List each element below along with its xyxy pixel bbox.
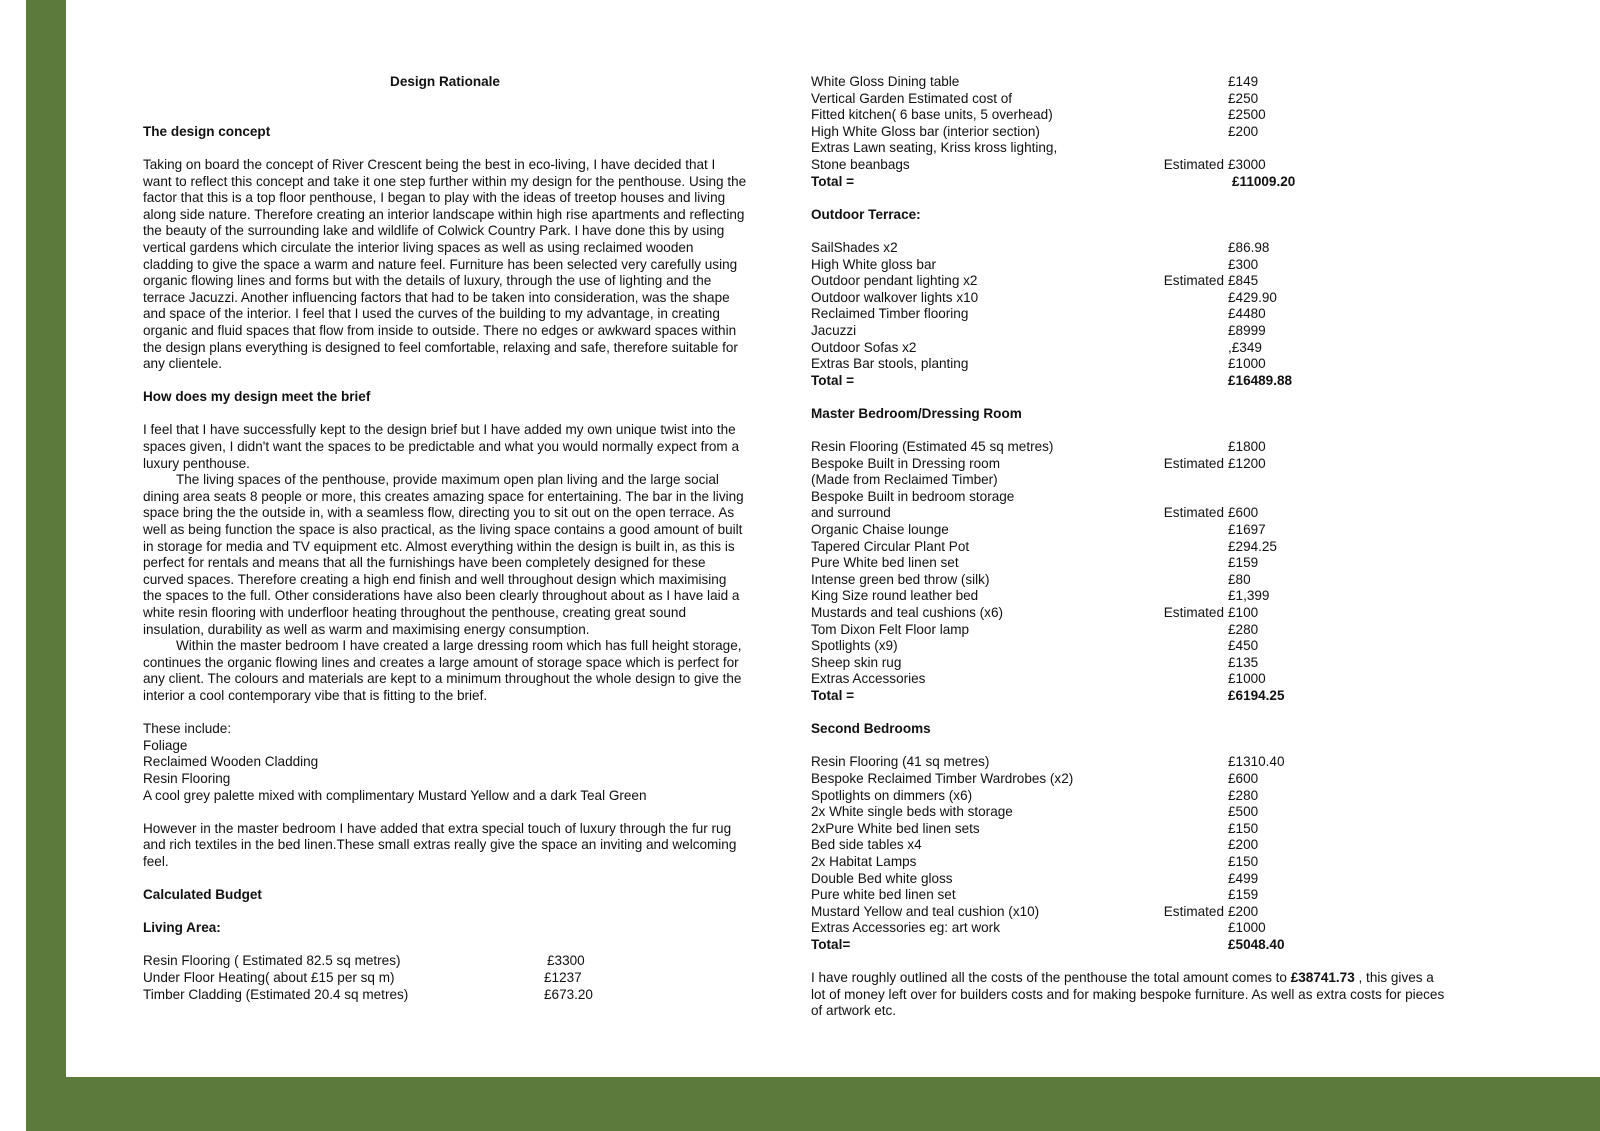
list-item: A cool grey palette mixed with complimentary Mustard Yellow and a dark Teal Green [143, 787, 647, 803]
estimate-note [1151, 638, 1228, 655]
budget-row [811, 472, 1451, 489]
estimate-note [1151, 887, 1228, 904]
budget-item: Fitted kitchen( 6 base units, 5 overhead) [811, 107, 1053, 123]
estimate-note [1151, 572, 1228, 589]
estimate-note: Estimated [1163, 455, 1224, 471]
estimate-note [1151, 340, 1228, 357]
estimate-note [1151, 837, 1228, 854]
budget-price: £673.20 [544, 986, 593, 1002]
budget-row [811, 257, 1451, 274]
budget-item: Outdoor walkover lights x10 [811, 289, 979, 305]
estimate-note [1151, 655, 1228, 672]
budget-item: Bed side tables x4 [811, 837, 922, 853]
budget-row [143, 953, 747, 970]
budget-price [1228, 489, 1348, 506]
budget-item: Timber Cladding (Estimated 20.4 sq metres) [143, 986, 409, 1002]
budget-item: Double Bed white gloss [811, 870, 953, 886]
budget-row [143, 970, 747, 987]
brief-heading: How does my design meet the brief [143, 389, 371, 405]
budget-item: Tom Dixon Felt Floor lamp [811, 621, 970, 637]
brief-paragraph-1: I feel that I have successfully kept to the design brief but I have added my own unique twist into the spaces given, I didn't want the spaces to be predictable and what you would normally expect from a luxury penthouse. [143, 422, 739, 471]
estimate-note [1151, 140, 1228, 157]
estimate-note [1151, 124, 1228, 141]
budget-row [811, 771, 1451, 788]
master-heading: Master Bedroom/Dressing Room [811, 405, 1022, 421]
living-area-list [143, 953, 747, 1003]
budget-row [811, 124, 1451, 141]
estimate-note [1151, 522, 1228, 539]
budget-row [811, 754, 1451, 771]
budget-item: Spotlights on dimmers (x6) [811, 787, 973, 803]
list-item: Reclaimed Wooden Cladding [143, 754, 319, 770]
outdoor-total-row [811, 373, 1451, 390]
total-value: £6194.25 [1228, 687, 1285, 703]
estimate-note [1151, 788, 1228, 805]
estimate-note: Estimated [1163, 273, 1224, 289]
budget-row [811, 655, 1451, 672]
budget-item: Intense green bed throw (silk) [811, 571, 990, 587]
budget-price: £1310.40 [1228, 754, 1285, 770]
estimate-note [1151, 472, 1228, 489]
budget-price: £159 [1228, 887, 1259, 903]
budget-row [811, 622, 1451, 639]
total-value: £11009.20 [1232, 173, 1296, 189]
budget-row [811, 522, 1451, 539]
budget-item: 2x White single beds with storage [811, 804, 1013, 820]
budget-price: £150 [1228, 820, 1259, 836]
budget-item: Mustard Yellow and teal cushion (x10) [811, 903, 1040, 919]
frame-bottom-bar [26, 1077, 1600, 1131]
budget-item: Jacuzzi [811, 322, 857, 338]
total-label: Total = [811, 372, 855, 388]
budget-item: Extras Accessories eg: art work [811, 920, 1000, 936]
budget-price: ,£349 [1228, 339, 1262, 355]
summary-paragraph [811, 970, 1451, 1020]
list-item: Foliage [143, 737, 188, 753]
budget-item: 2x Habitat Lamps [811, 853, 917, 869]
budget-row [811, 340, 1451, 357]
budget-item: Reclaimed Timber flooring [811, 306, 969, 322]
estimate-note [1151, 257, 1228, 274]
includes-list [143, 738, 747, 804]
total-value: £5048.40 [1228, 936, 1285, 952]
budget-price: £429.90 [1228, 289, 1277, 305]
estimate-note [1151, 771, 1228, 788]
living-area-heading: Living Area: [143, 920, 221, 936]
budget-item: (Made from Reclaimed Timber) [811, 472, 998, 488]
budget-price: £80 [1228, 571, 1251, 587]
estimate-note [1151, 240, 1228, 257]
budget-item: Extras Lawn seating, Kriss kross lighting, [811, 140, 1058, 156]
concept-paragraph: Taking on board the concept of River Crescent being the best in eco-living, I have decided that I want to reflect this concept and take it one step further within my design for the penthouse. Using the factor that this is a top floor penthouse, I began to play with the ideas of treetop houses and living along side nature. Therefore creating an interior landscape within high rise apartments and reflecting the beauty of the surrounding lake and wildlife of Colwick Country Park. I have done this by using vertical gardens which circulate the interior living spaces as well as using reclaimed wooden cladding to give the space a warm and nature feel. Furniture has been selected very carefully using organic flowing lines and forms but with the details of luxury, through the use of lighting and the terrace Jacuzzi. Another influencing factors that had to be taken into consideration, was the shape and space of the interior. I feel that I used the curves of the building to my advantage, in creating organic and fluid spaces that flow from inside to outside. There no edges or awkward spaces within the design plans everything is designed to feel comfortable, relaxing and safe, therefore suitable for any clientele. [143, 156, 747, 372]
frame-left-bar [26, 0, 66, 1131]
second-total-row [811, 937, 1451, 954]
total-value: £16489.88 [1228, 372, 1293, 388]
budget-row [811, 273, 1451, 290]
estimate-note [1151, 290, 1228, 307]
estimate-note [1151, 107, 1228, 124]
estimate-note [1151, 489, 1228, 506]
budget-item: Outdoor Sofas x2 [811, 339, 917, 355]
budget-row [811, 539, 1451, 556]
estimate-note: Estimated [1163, 505, 1224, 521]
total-label: Total = [811, 687, 855, 703]
budget-row [811, 290, 1451, 307]
budget-row [143, 987, 747, 1004]
budget-row [811, 489, 1451, 506]
budget-price: £86.98 [1228, 239, 1270, 255]
estimate-note [1151, 754, 1228, 771]
budget-item: Resin Flooring (41 sq metres) [811, 754, 990, 770]
budget-price: £100 [1228, 605, 1259, 620]
budget-row [811, 157, 1451, 174]
budget-row [811, 140, 1451, 157]
budget-item: Vertical Garden Estimated cost of [811, 90, 1013, 106]
budget-item: Spotlights (x9) [811, 638, 898, 654]
budget-price: £280 [1228, 621, 1259, 637]
budget-row [811, 240, 1451, 257]
budget-item: SailShades x2 [811, 239, 898, 255]
budget-row [811, 887, 1451, 904]
budget-item: Resin Flooring ( Estimated 82.5 sq metres) [143, 953, 401, 969]
budget-row [811, 671, 1451, 688]
budget-row [811, 605, 1451, 622]
budget-item: Under Floor Heating( about £15 per sq m) [143, 970, 395, 986]
budget-price: £135 [1228, 654, 1259, 670]
budget-item: King Size round leather bed [811, 588, 979, 604]
estimate-note: Estimated [1163, 903, 1224, 919]
estimate-note [1151, 920, 1228, 937]
grand-total: £38741.73 [1290, 970, 1355, 986]
estimate-note [1151, 555, 1228, 572]
budget-price: £600 [1228, 770, 1259, 786]
budget-price: £1000 [1228, 671, 1266, 687]
estimate-note [1151, 588, 1228, 605]
budget-item: High White Gloss bar (interior section) [811, 123, 1040, 139]
brief-paragraph-2: The living spaces of the penthouse, provide maximum open plan living and the large social dining area seats 8 people or more, this creates amazing space for entertaining. The bar in the living space bring the the outside in, with a seamless flow, directing you to sit out on the open terrace. As well as being function the space is also practical, as the living space contains a good amount of built in storage for media and TV equipment etc. Almost everything within the design is built in, as this is perfect for rentals and means that all the furnishings have been completely designed for these curved spaces. Therefore creating a high end finish and well throughout design which maximising the spaces to the full. Other considerations have also been clearly throughout about as I have laid a white resin flooring with underfloor heating throughout the penthouse, creating great sound insulation, durability as well as warm and maximising energy consumption. [143, 472, 744, 637]
second-list [811, 754, 1451, 937]
budget-price: £1000 [1228, 920, 1266, 936]
budget-row [811, 439, 1451, 456]
outdoor-heading: Outdoor Terrace: [811, 206, 921, 222]
estimate-note [1151, 306, 1228, 323]
budget-item: 2xPure White bed linen sets [811, 820, 980, 836]
budget-row [811, 904, 1451, 921]
budget-item: Outdoor pendant lighting x2 [811, 273, 978, 289]
budget-row [811, 588, 1451, 605]
estimate-note [1151, 323, 1228, 340]
budget-row [811, 871, 1451, 888]
estimate-note [1151, 74, 1228, 91]
budget-price: £149 [1228, 74, 1259, 89]
budget-row [811, 572, 1451, 589]
budget-price: £1800 [1228, 439, 1266, 455]
estimate-note [1151, 871, 1228, 888]
budget-item: Bespoke Built in Dressing room [811, 455, 1000, 471]
estimate-note [1151, 356, 1228, 373]
budget-row [811, 456, 1451, 473]
budget-price: £3300 [547, 953, 585, 969]
budget-price: £1237 [544, 970, 582, 986]
brief-paragraph-3: Within the master bedroom I have created a large dressing room which has full height storage, continues the organic flowing lines and creates a large amount of storage space which is perfect for any client. The colours and materials are kept to a minimum throughout the whole design to give the interior a cool contemporary vibe that is fitting to the brief. [143, 638, 742, 703]
budget-price: £159 [1228, 555, 1259, 571]
budget-item: and surround [811, 505, 891, 521]
budget-row [811, 854, 1451, 871]
page-title: Design Rationale [390, 74, 500, 89]
list-item: Resin Flooring [143, 770, 231, 786]
budget-item: Bespoke Reclaimed Timber Wardrobes (x2) [811, 770, 1074, 786]
budget-price: £4480 [1228, 306, 1266, 322]
master-total-row [811, 688, 1451, 705]
left-column [143, 74, 747, 1003]
total-label: Total= [811, 936, 851, 952]
budget-row [811, 638, 1451, 655]
budget-heading: Calculated Budget [143, 887, 262, 903]
second-heading: Second Bedrooms [811, 721, 931, 737]
budget-item: Bespoke Built in bedroom storage [811, 488, 1015, 504]
budget-row [811, 804, 1451, 821]
budget-price: £294.25 [1228, 538, 1277, 554]
budget-price: £600 [1228, 505, 1259, 521]
budget-item: White Gloss Dining table [811, 74, 960, 89]
budget-price: £8999 [1228, 322, 1266, 338]
budget-price: £3000 [1228, 156, 1266, 172]
estimate-note [1151, 622, 1228, 639]
master-list [811, 439, 1451, 688]
budget-price: £250 [1228, 90, 1259, 106]
budget-price: £1200 [1228, 455, 1266, 471]
includes-heading: These include: [143, 721, 232, 737]
budget-row [811, 505, 1451, 522]
estimate-note [1151, 821, 1228, 838]
budget-price: £150 [1228, 853, 1259, 869]
total-label: Total = [811, 173, 855, 189]
budget-price: £1697 [1228, 522, 1266, 538]
living-area-continued [811, 74, 1451, 174]
budget-item: Tapered Circular Plant Pot [811, 538, 970, 554]
estimate-note: Estimated [1163, 156, 1224, 172]
budget-price: £200 [1228, 123, 1259, 139]
estimate-note [1151, 671, 1228, 688]
budget-price: £1000 [1228, 356, 1266, 372]
estimate-note [1151, 539, 1228, 556]
budget-item: Stone beanbags [811, 156, 910, 172]
budget-row [811, 356, 1451, 373]
budget-price: £280 [1228, 787, 1259, 803]
budget-price: £500 [1228, 804, 1259, 820]
budget-item: Sheep skin rug [811, 654, 902, 670]
budget-price: £1,399 [1228, 588, 1270, 604]
estimate-note: Estimated [1163, 605, 1224, 620]
estimate-note [1151, 91, 1228, 108]
budget-row [811, 555, 1451, 572]
estimate-note [1151, 854, 1228, 871]
budget-row [811, 91, 1451, 108]
budget-item: High White gloss bar [811, 256, 936, 272]
right-column [811, 74, 1451, 1020]
budget-row [811, 837, 1451, 854]
budget-item: Resin Flooring (Estimated 45 sq metres) [811, 439, 1054, 455]
budget-item: Pure white bed linen set [811, 887, 956, 903]
budget-price: £845 [1228, 273, 1259, 289]
estimate-note [1151, 804, 1228, 821]
budget-row [811, 306, 1451, 323]
budget-item: Organic Chaise lounge [811, 522, 949, 538]
summary-pre: I have roughly outlined all the costs of the penthouse the total amount comes to [811, 970, 1291, 986]
living-total-row [811, 174, 1451, 191]
master-bedroom-paragraph: However in the master bedroom I have added that extra special touch of luxury through the fur rug and rich textiles in the bed linen.These small extras really give the space an inviting and welcoming feel. [143, 820, 737, 869]
budget-row [811, 920, 1451, 937]
budget-price: £200 [1228, 837, 1259, 853]
budget-row [811, 74, 1451, 91]
summary-post: , this gives a lot of money left over for builders costs and for making bespoke furniture. As well as extra costs for pieces of artwork etc. [811, 970, 1445, 1019]
budget-item: Mustards and teal cushions (x6) [811, 605, 1004, 620]
budget-price [1228, 140, 1348, 157]
budget-price: £499 [1228, 870, 1259, 886]
budget-price: £300 [1228, 256, 1259, 272]
budget-item: Extras Accessories [811, 671, 926, 687]
budget-row [811, 821, 1451, 838]
budget-price [1228, 472, 1348, 489]
estimate-note [1151, 439, 1228, 456]
budget-row [811, 107, 1451, 124]
budget-row [811, 323, 1451, 340]
outdoor-list [811, 240, 1451, 373]
budget-price: £450 [1228, 638, 1259, 654]
concept-heading: The design concept [143, 123, 271, 139]
budget-price: £2500 [1228, 107, 1266, 123]
budget-row [811, 788, 1451, 805]
budget-price: £200 [1228, 903, 1259, 919]
budget-item: Pure White bed linen set [811, 555, 959, 571]
budget-item: Extras Bar stools, planting [811, 356, 969, 372]
